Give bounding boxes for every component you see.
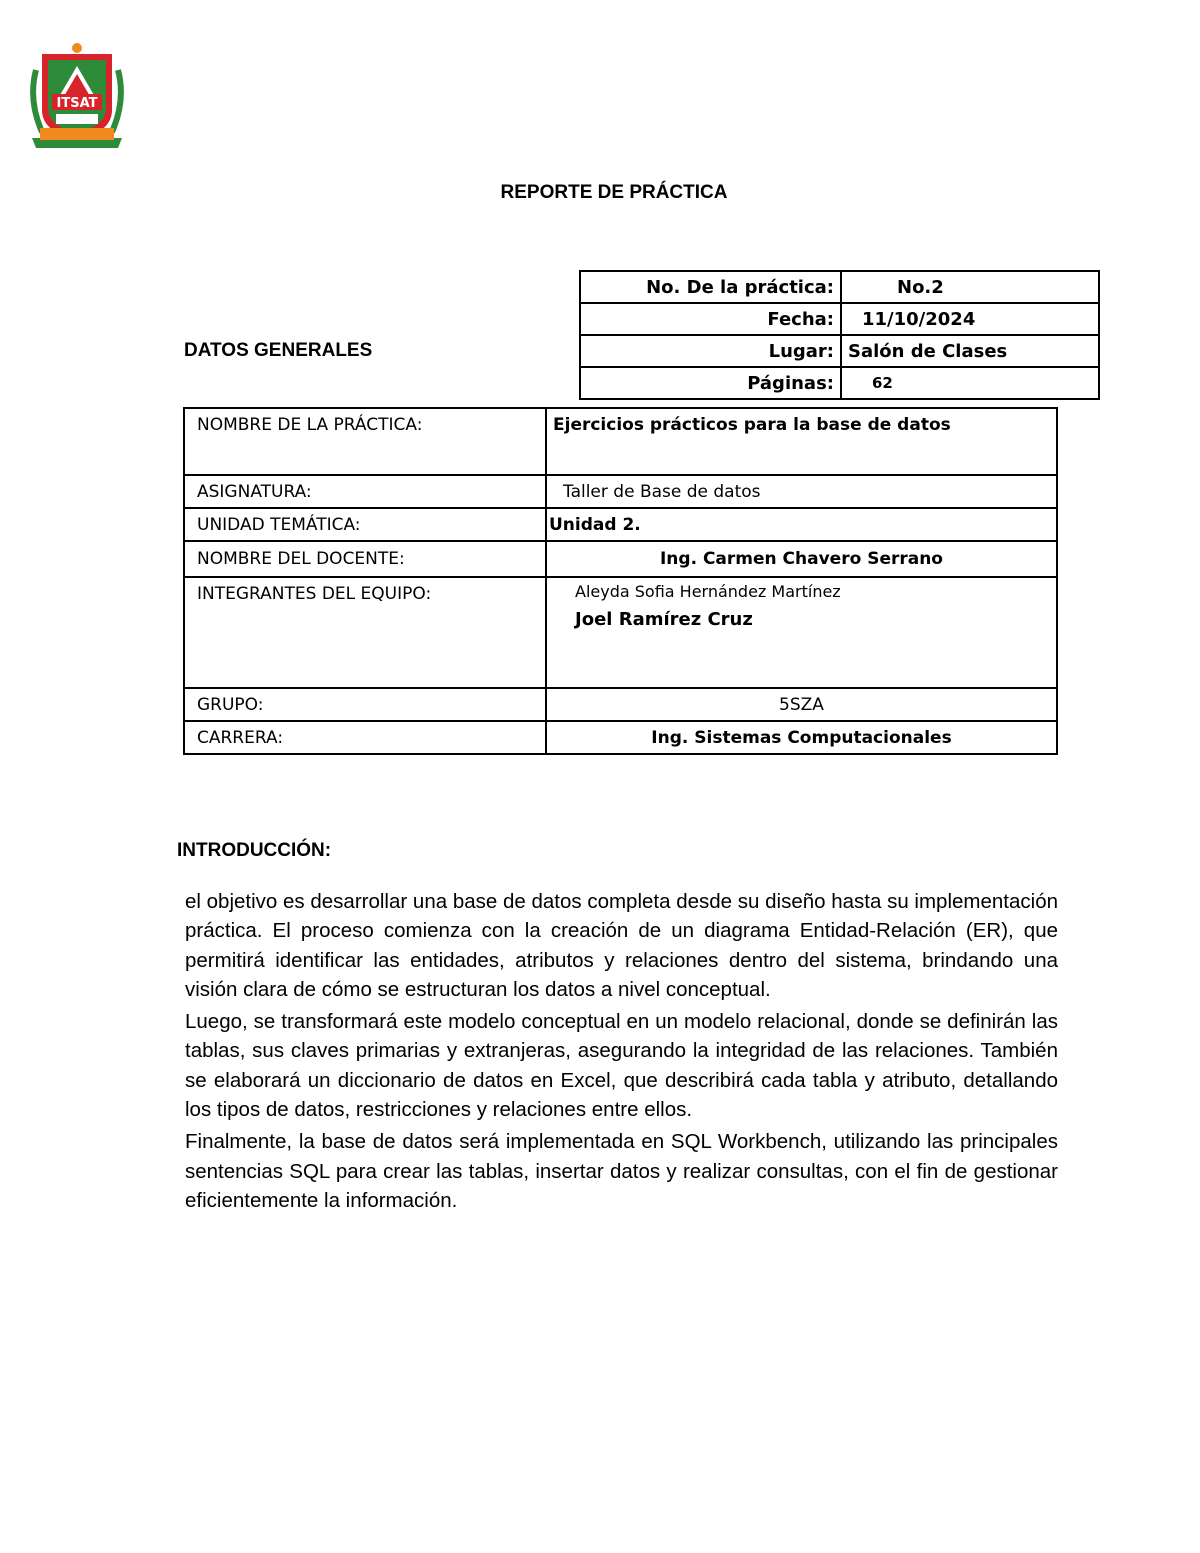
members-cell — [546, 577, 1057, 688]
row-value: Ing. Sistemas Computacionales — [546, 721, 1057, 754]
info-label: No. De la práctica: — [580, 271, 841, 303]
intro-heading: INTRODUCCIÓN: — [177, 840, 332, 861]
info-value: Salón de Clases — [841, 335, 1099, 367]
info-label: Fecha: — [580, 303, 841, 335]
row-value: Ing. Carmen Chavero Serrano — [546, 541, 1057, 577]
row-label: UNIDAD TEMÁTICA: — [184, 508, 546, 541]
institution-logo — [28, 40, 126, 152]
row-integrantes — [184, 577, 1057, 688]
row-value: Taller de Base de datos — [546, 475, 1057, 508]
row-asignatura — [184, 475, 1057, 508]
row-nombre-practica — [184, 408, 1057, 475]
row-grupo — [184, 688, 1057, 721]
info-row-lugar — [580, 335, 1099, 367]
page-title: REPORTE DE PRÁCTICA — [500, 182, 728, 203]
info-label: Lugar: — [580, 335, 841, 367]
info-value: 62 — [841, 367, 1099, 399]
row-value: Unidad 2. — [546, 508, 1057, 541]
info-table — [579, 270, 1100, 400]
row-carrera — [184, 721, 1057, 754]
row-value: 5SZA — [546, 688, 1057, 721]
info-row-fecha — [580, 303, 1099, 335]
row-label: NOMBRE DEL DOCENTE: — [184, 541, 546, 577]
intro-body — [185, 887, 1058, 1218]
row-unidad — [184, 508, 1057, 541]
member-name: Joel Ramírez Cruz — [575, 609, 753, 630]
logo-acronym: ITSAT — [56, 96, 98, 111]
row-label: NOMBRE DE LA PRÁCTICA: — [184, 408, 546, 475]
row-value: Ejercicios prácticos para la base de datos — [546, 408, 1057, 475]
intro-paragraph: Finalmente, la base de datos será implementada en SQL Workbench, utilizando las principales sentencias SQL para crear las tablas, insertar datos y realizar consultas, con el fin de gestionar eficientemente la información. — [185, 1130, 1058, 1212]
row-label: INTEGRANTES DEL EQUIPO: — [184, 577, 546, 688]
row-label: GRUPO: — [184, 688, 546, 721]
row-label: ASIGNATURA: — [184, 475, 546, 508]
info-row-practica — [580, 271, 1099, 303]
info-row-paginas — [580, 367, 1099, 399]
row-label: CARRERA: — [184, 721, 546, 754]
row-docente — [184, 541, 1057, 577]
info-value: No.2 — [841, 271, 1099, 303]
info-value: 11/10/2024 — [841, 303, 1099, 335]
intro-paragraph: el objetivo es desarrollar una base de datos completa desde su diseño hasta su implementación práctica. El proceso comienza con la creación de un diagrama Entidad-Relación (ER), que permitirá identificar las entidades, atributos y relaciones dentro del sistema, brindando una visión clara de cómo se estructuran los datos a nivel conceptual. — [185, 890, 1058, 1001]
member-name: Aleyda Sofia Hernández Martínez — [575, 582, 841, 601]
general-data-table — [183, 407, 1058, 755]
section-label-datos-generales: DATOS GENERALES — [184, 340, 373, 361]
info-label: Páginas: — [580, 367, 841, 399]
intro-paragraph: Luego, se transformará este modelo conceptual en un modelo relacional, donde se definirán las tablas, sus claves primarias y extranjeras, asegurando la integridad de las relaciones. También se elaborará un diccionario de datos en Excel, que describirá cada tabla y atributo, detallando los tipos de datos, restricciones y relaciones entre ellos. — [185, 1010, 1058, 1122]
